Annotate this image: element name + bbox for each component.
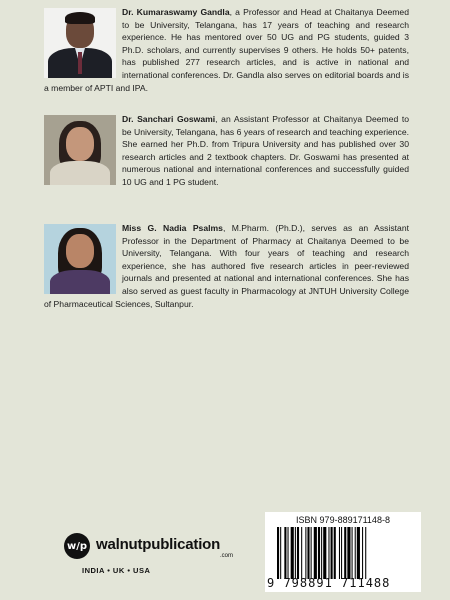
author-name: Dr. Kumaraswamy Gandla xyxy=(122,7,230,17)
author-bio-gandla xyxy=(44,6,409,94)
isbn-label: ISBN 979-889171148-8 xyxy=(296,515,390,525)
walnut-logo-icon: w/p xyxy=(64,533,90,559)
author-name: Miss G. Nadia Psalms xyxy=(122,223,223,233)
ean-number: 9 798891 711488 xyxy=(267,576,391,590)
author-bio-text: , a Professor and Head at Chaitanya Deemed to be University, Telangana, has 17 years of teaching and research experience. He has mentored over 50 UG and PG students, guided 3 Ph.D. scholars, and currently supervises 9 others. He holds 50+ patents, has published 277 research articles, and is active in national and international conferences. Dr. Gandla also serves on editorial boards and is a member of APTI and IPA. xyxy=(44,7,409,93)
author-bio-goswami xyxy=(44,113,409,189)
author-bio-psalms xyxy=(44,222,409,310)
author-photo-psalms xyxy=(44,224,116,294)
publisher-name: walnutpublication xyxy=(96,536,221,553)
publisher-logo xyxy=(60,529,250,579)
author-photo-goswami xyxy=(44,115,116,185)
author-photo-gandla xyxy=(44,8,116,78)
publisher-offices: INDIA • UK • USA xyxy=(82,566,151,575)
author-bio-text: , an Assistant Professor at Chaitanya Deemed to be University, Telangana, has 6 years of research and teaching experience. She earned her Ph.D. from Tripura University and has published over 30 research articles and 2 textbook chapters. Dr. Goswami has presented at numerous national and international conferences and successfully guided 10 UG and 1 PG student. xyxy=(122,114,409,187)
publisher-domain-suffix: .com xyxy=(220,553,234,559)
author-bio-text: , M.Pharm. (Ph.D.), serves as an Assistant Professor in the Department of Pharmacy at Chaitanya Deemed to be University, Telangana. With four years of teaching and research experience, she has authored five research articles in peer-reviewed journals and presented at national and international conferences. She has also served as guest faculty in Pharmacology at JNTUH University College of Pharmaceutical Sciences, Sultanpur. xyxy=(44,223,410,309)
barcode-bars-icon xyxy=(277,527,413,579)
isbn-barcode xyxy=(265,512,421,592)
author-name: Dr. Sanchari Goswami xyxy=(122,114,216,124)
